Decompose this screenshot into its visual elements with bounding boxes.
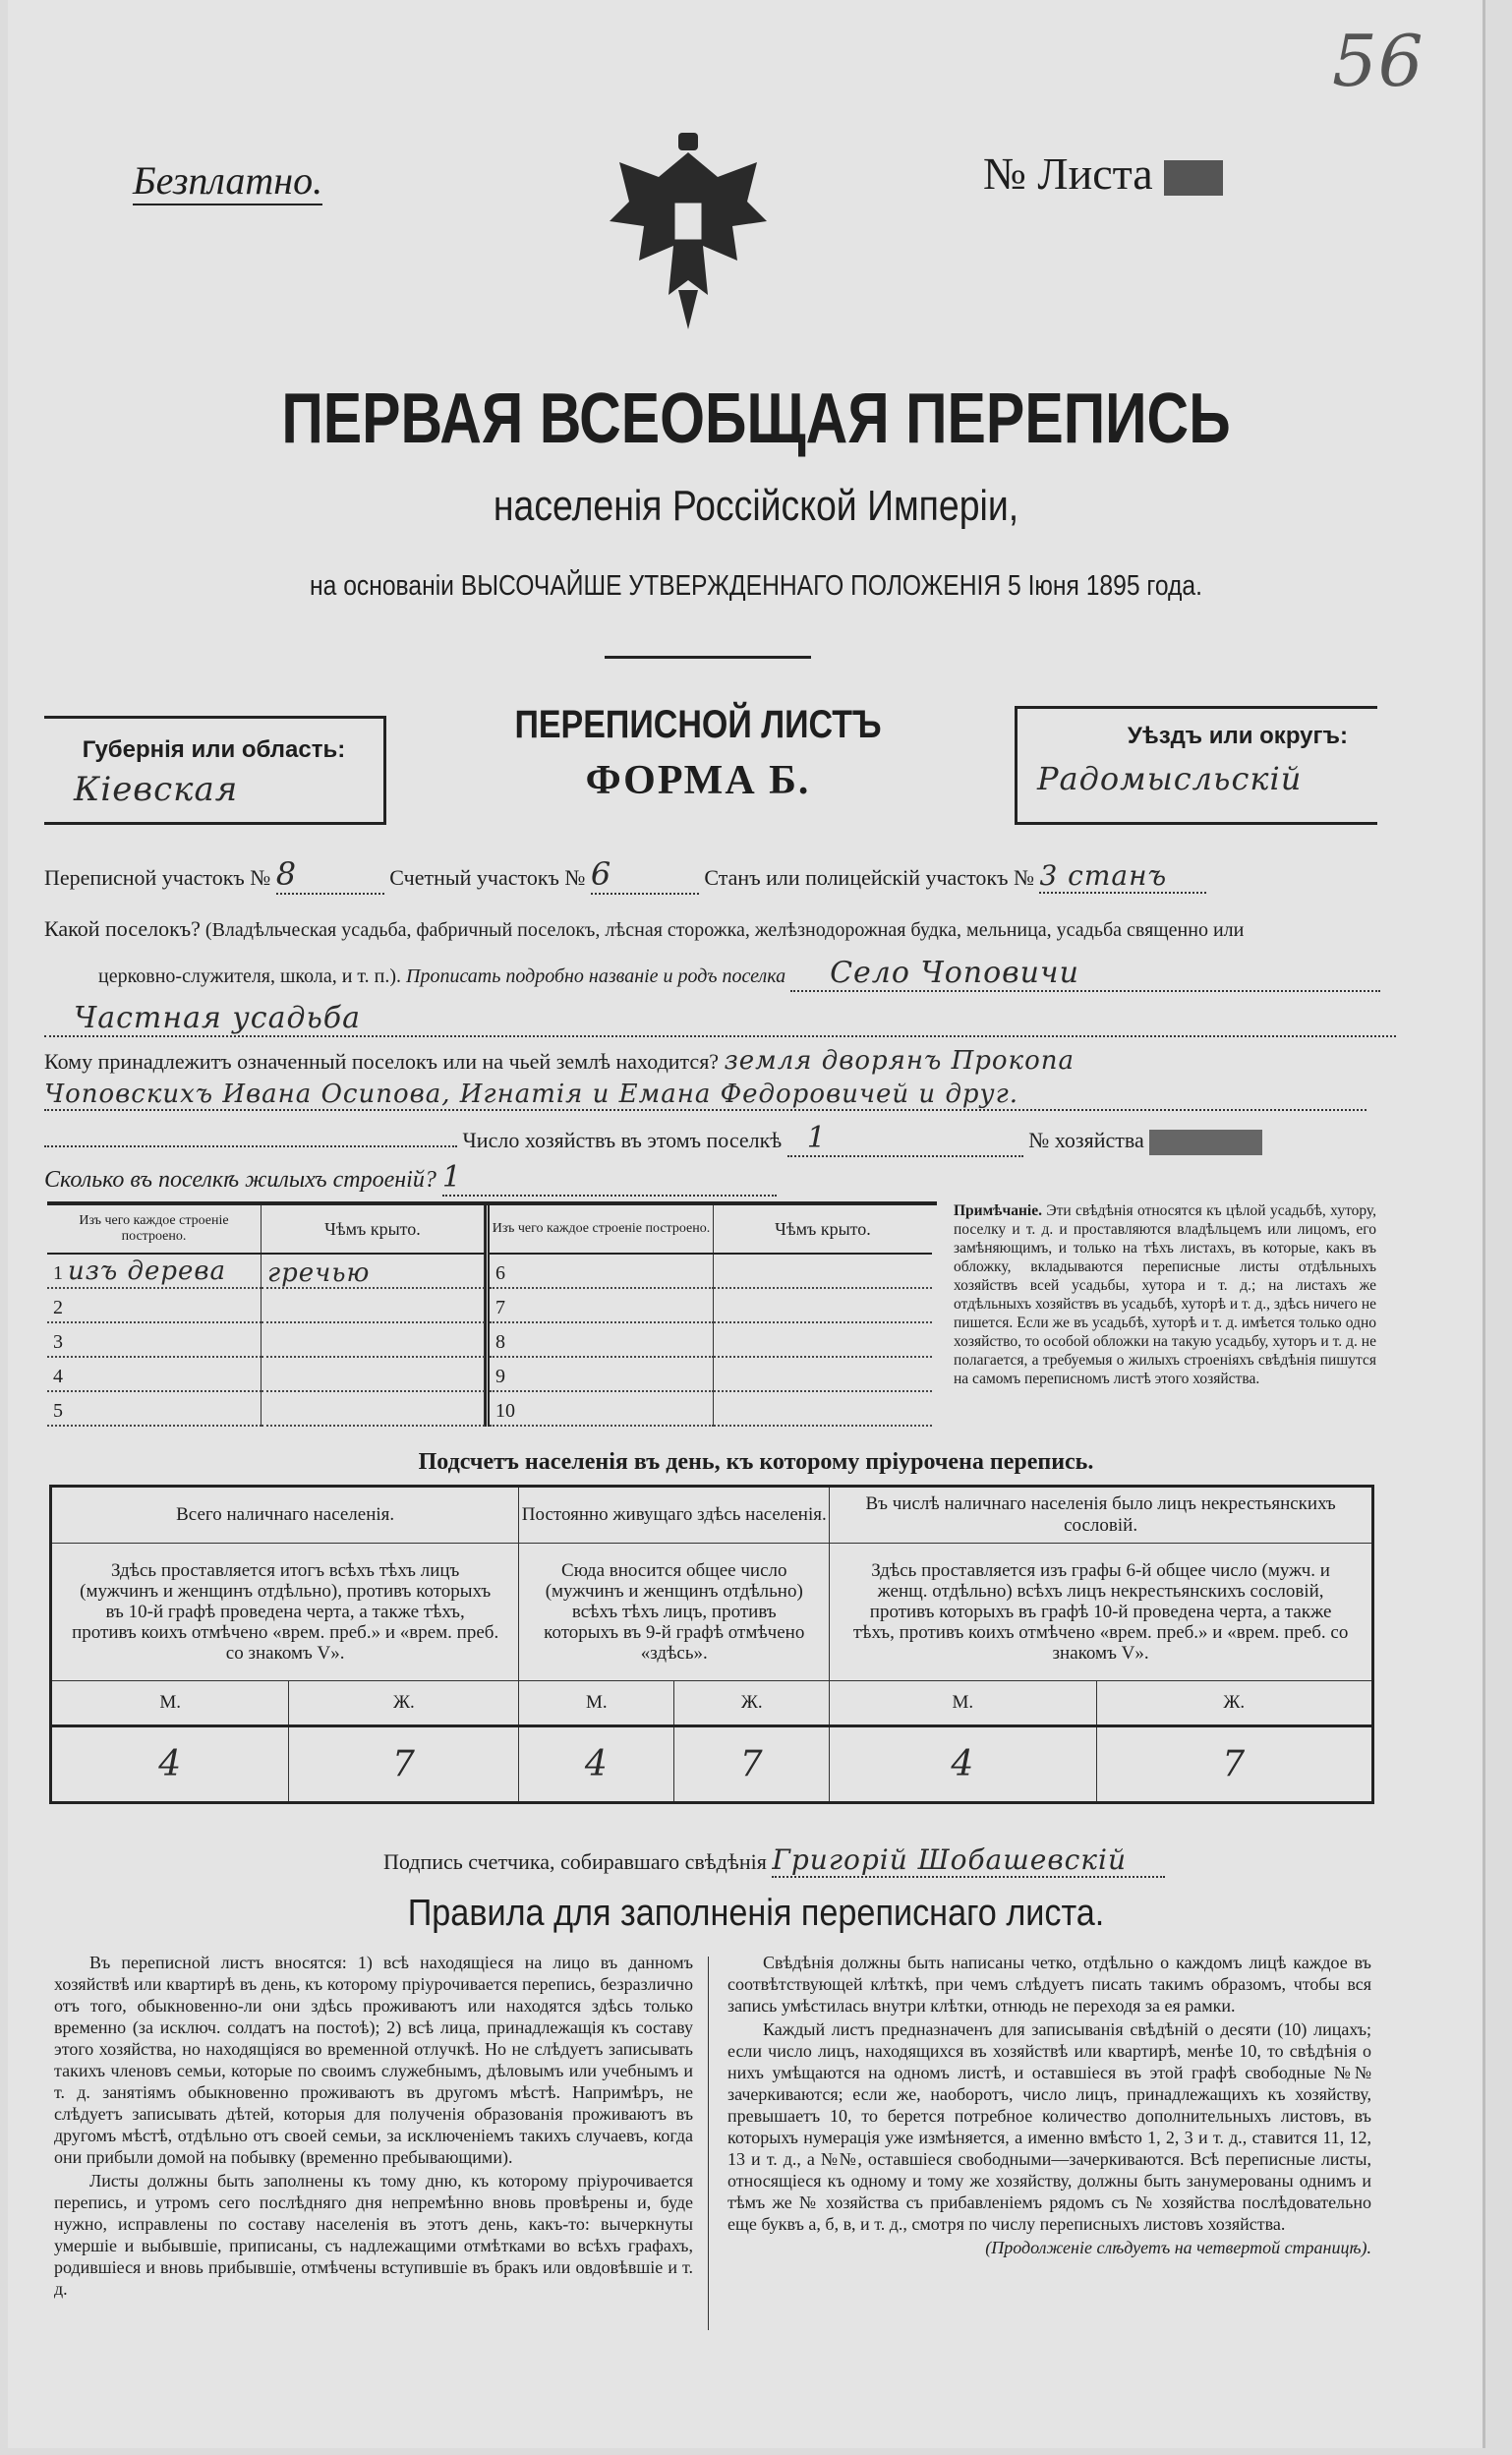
owner-value-1: земля дворянъ Прокопа — [724, 1046, 1075, 1076]
signature-label: Подпись счетчика, собиравшаго свѣдѣнія — [383, 1849, 767, 1874]
rules-paragraph: Листы должны быть заполнены къ тому дню, къ которому пріурочивается перепись, и утромъ сего послѣдняго дня непремѣнно вновь провѣрены и, буде нужно, исправлены по составу населенія въ этотъ день, какъ-то: вычеркнуты умершіе и выбывшіе, приписаны, съ надлежащими отмѣтками во всѣхъ графахъ, родившіеся и вновь прибывшіе, отмѣчены вступившіе въ бракъ или овдовѣвшіе и т. д. — [54, 2171, 693, 2299]
female-label: Ж. — [289, 1681, 519, 1726]
district-line — [44, 855, 1381, 895]
sheet-number — [983, 147, 1223, 200]
rules-paragraph: Каждый листъ предназначенъ для записыванія свѣдѣній о десяти (10) лицахъ; если число лицъ, находящихся въ хозяйствѣ или квартирѣ, менѣе 10, то свѣдѣнія о нихъ умѣщаются на одномъ листѣ, и оставшіеся въ этой графѣ свободные №№ зачеркиваются; если же, наоборотъ, число лицъ, принадлежащихъ къ хозяйству, превышаетъ 10, то берется потребное количество дополнительныхъ листовъ, въ которыхъ нумерація уже измѣняется, а именно вмѣсто 1, 2, 3 и т. д., ставится 11, 12, 13 и т. д., а №№, оставшіеся свободными—зачеркиваются. Всѣ переписные листы, относящіеся къ одному и тому же хозяйству, должны быть занумерованы однимъ и тѣмъ же № хозяйства съ прибавленіемъ рядомъ съ № хозяйства послѣдовательно еще буквъ а, б, в, и т. д., смотря по числу переписныхъ листовъ хозяйства. — [727, 2019, 1371, 2234]
settlement-question — [44, 916, 1381, 942]
rules-right-column — [727, 1952, 1371, 2260]
settlement-type-value: Частная усадьба — [44, 1001, 1396, 1037]
permanent-population-desc: Сюда вносится общее число (мужчинъ и женщинъ отдѣльно) всѣхъ тѣхъ лицъ, противъ которыхъ въ 9-й графѣ отмѣчено «здѣсь». — [519, 1544, 830, 1681]
table-row: 6 — [488, 1254, 933, 1288]
stan-label: Станъ или полицейскій участокъ № — [704, 865, 1034, 890]
col-built-header: Изъ чего каждое строеніе построено. — [47, 1205, 262, 1254]
gubernia-value: Кіевская — [74, 770, 239, 809]
uezd-box — [1015, 706, 1377, 825]
total-population-header: Всего наличнаго населенія. — [51, 1487, 519, 1544]
male-label: М. — [830, 1681, 1096, 1726]
non-peasant-desc: Здѣсь проставляется изъ графы 6-й общее число (мужч. и женщ. отдѣльно) всѣхъ лицъ некрестьянскихъ сословій, противъ которыхъ въ графѣ 10-й проведена черта, а также тѣхъ, противъ коихъ отмѣчено «врем. преб.» и «врем. преб. со знакомъ V». — [830, 1544, 1373, 1681]
table-row: 1 изъ дерева гречью — [47, 1254, 485, 1288]
population-table — [49, 1485, 1374, 1804]
dwellings-value: 1 — [442, 1160, 777, 1197]
dwellings-label: Сколько въ поселкѣ жилыхъ строеній? — [44, 1167, 436, 1193]
census-district-value: 8 — [276, 855, 384, 895]
continuation-note: (Продолженіе слѣдуетъ на четвертой страницѣ). — [985, 2238, 1371, 2257]
female-label: Ж. — [674, 1681, 830, 1726]
settlement-question-label: Какой поселокъ? — [44, 916, 201, 941]
note-text: Эти свѣдѣнія относятся къ цѣлой усадьбѣ, хутору, поселку и т. д. и проставляются владѣльцемъ или лицомъ, его замѣняющимъ, и только на тѣхъ листахъ, въ которые, какъ въ обложку, вкладываются переписные листы отдѣльныхъ хозяйствъ всей усадьбы, хутора и т. д.; на листахъ же отдѣльныхъ хозяйствъ въ усадьбѣ, хуторѣ и т. д., здѣсь ничего не пишется. Если же въ усадьбѣ, хуторѣ и т. д. имѣется только одно хозяйство, то особой обложки на такую усадьбу, хуторъ и т. д. не полагается, а требуемыя о жилыхъ строеніяхъ свѣдѣнія пишутся на самомъ переписномъ листѣ этого хозяйства. — [954, 1202, 1377, 1387]
settlement-hint-3: Прописать подробно названіе и родъ поселка — [406, 965, 786, 987]
settlement-line — [98, 956, 1376, 992]
households-line — [44, 1121, 1381, 1157]
permanent-population-header: Постоянно живущаго здѣсь населенія. — [519, 1487, 830, 1544]
roof-value: гречью — [262, 1254, 485, 1288]
col-roof-header: Чѣмъ крыто. — [714, 1205, 933, 1254]
divider — [605, 656, 811, 659]
table-row: 10 — [488, 1391, 933, 1426]
table-row: 4 — [47, 1357, 485, 1391]
page-number: 56 — [1332, 20, 1425, 102]
male-label: М. — [519, 1681, 674, 1726]
uezd-label: Уѣздъ или округъ: — [1127, 723, 1348, 749]
population-title: Подсчетъ населенія въ день, къ которому пріурочена перепись. — [418, 1449, 1094, 1475]
settlement-hint-2: церковно-служителя, школа, и т. п.). — [98, 965, 401, 987]
note-label: Примѣчаніе. — [954, 1202, 1042, 1219]
settlement-name-value: Село Чоповичи — [790, 956, 1380, 992]
total-female-value: 7 — [289, 1726, 519, 1803]
page-title: ПЕРВАЯ ВСЕОБЩАЯ ПЕРЕПИСЬ — [281, 380, 1231, 458]
non-peasant-male-value: 4 — [830, 1726, 1096, 1803]
sheet-number-label: № Листа — [983, 148, 1153, 199]
form-title: ПЕРЕПИСНОЙ ЛИСТЪ — [514, 703, 882, 746]
table-row: 3 — [47, 1322, 485, 1357]
rules-paragraph: Въ переписной листъ вносятся: 1) всѣ находящіеся на лицо въ данномъ хозяйствѣ или квартирѣ въ день, къ которому пріурочивается перепись, безразлично отъ того, обыкновенно-ли они здѣсь проживаютъ или находятся здѣсь только временно (за исключ. солдатъ на постоѣ); 2) всѣ лица, принадлежащія къ составу этого хозяйства, но находящіяся во временной отлучкѣ. Но не слѣдуетъ записывать такихъ членовъ семьи, которые по своимъ служебнымъ, дѣловымъ или учебнымъ и т. д. занятіямъ обыкновенно проживаютъ въ другомъ мѣстѣ. Напримѣръ, не слѣдуетъ записывать дѣтей, которыя для полученія образованія проживаютъ въ другомъ мѣстѣ, отдѣльно отъ своей семьи, за исключеніемъ такихъ случаевъ, когда они прибыли домой на побывку (временно пребывающими). — [54, 1953, 693, 2167]
non-peasant-header: Въ числѣ наличнаго населенія было лицъ некрестьянскихъ сословій. — [830, 1487, 1373, 1544]
table-row: 8 — [488, 1322, 933, 1357]
built-value: изъ дерева — [68, 1257, 227, 1286]
table-row: 7 — [488, 1288, 933, 1322]
uezd-value: Радомысльскій — [1037, 760, 1303, 797]
female-label: Ж. — [1096, 1681, 1373, 1726]
buildings-table-left — [47, 1205, 485, 1427]
col-roof-header: Чѣмъ крыто. — [262, 1205, 485, 1254]
owner-line — [44, 1046, 1381, 1076]
rules-title: Правила для заполненія переписнаго листа. — [407, 1893, 1105, 1934]
col-built-header: Изъ чего каждое строеніе построено. — [488, 1205, 714, 1254]
sheet-number-redacted — [1164, 160, 1223, 196]
household-no-redacted — [1149, 1130, 1262, 1155]
table-row: 9 — [488, 1357, 933, 1391]
free-label: Безплатно. — [133, 157, 322, 205]
imperial-eagle-emblem — [600, 133, 777, 334]
owner-value-2: Чоповскихъ Ивана Осипова, Игнатія и Емана Федоровичей и друг. — [44, 1080, 1367, 1111]
permanent-male-value: 4 — [519, 1726, 674, 1803]
household-no-label: № хозяйства — [1028, 1128, 1144, 1152]
male-label: М. — [51, 1681, 289, 1726]
signature-value: Григорій Шобашевскій — [772, 1843, 1165, 1878]
table-row: 5 — [47, 1391, 485, 1426]
households-label: Число хозяйствъ въ этомъ поселкѣ — [462, 1128, 783, 1152]
dwellings-line — [44, 1160, 777, 1197]
gubernia-box — [44, 716, 386, 825]
buildings-table-right — [485, 1205, 932, 1427]
legal-basis: на основаніи ВЫСОЧАЙШЕ УТВЕРЖДЕННАГО ПОЛОЖЕНІЯ 5 Іюня 1895 года. — [310, 570, 1202, 602]
total-male-value: 4 — [51, 1726, 289, 1803]
owner-question: Кому принадлежитъ означенный поселокъ или на чьей землѣ находится? — [44, 1049, 720, 1074]
settlement-hint: (Владѣльческая усадьба, фабричный поселокъ, лѣсная сторожка, желѣзнодорожная будка, мельница, усадьба священно или — [204, 919, 1245, 941]
signature-line — [383, 1843, 1165, 1878]
rules-paragraph: Свѣдѣнія должны быть написаны четко, отдѣльно о каждомъ лицѣ каждое въ соотвѣтствующей клѣткѣ, при чемъ слѣдуетъ писать такимъ образомъ, чтобы вся запись умѣстилась внутри клѣтки, отнюдь не переходя за ея рамки. — [727, 1953, 1371, 2016]
column-divider — [708, 1957, 709, 2330]
census-district-label: Переписной участокъ № — [44, 865, 271, 890]
households-value: 1 — [787, 1121, 1023, 1157]
permanent-female-value: 7 — [674, 1726, 830, 1803]
table-row: 2 — [47, 1288, 485, 1322]
form-type: ФОРМА Б. — [585, 758, 811, 803]
stan-value: 3 станъ — [1039, 859, 1206, 894]
count-district-label: Счетный участокъ № — [389, 865, 586, 890]
gubernia-label: Губернія или область: — [82, 736, 346, 763]
total-population-desc: Здѣсь проставляется итогъ всѣхъ тѣхъ лицъ (мужчинъ и женщинъ отдѣльно), противъ которыхъ въ 10-й графѣ проведена черта, а также тѣхъ, противъ коихъ отмѣчено «врем. преб.» и «врем. преб. со знакомъ V». — [51, 1544, 519, 1681]
non-peasant-female-value: 7 — [1096, 1726, 1373, 1803]
count-district-value: 6 — [591, 855, 699, 895]
buildings-table — [47, 1201, 937, 1427]
note — [954, 1201, 1376, 1388]
rules-left-column — [54, 1952, 693, 2302]
page-subtitle: населенія Россійской Имперіи, — [493, 482, 1019, 530]
